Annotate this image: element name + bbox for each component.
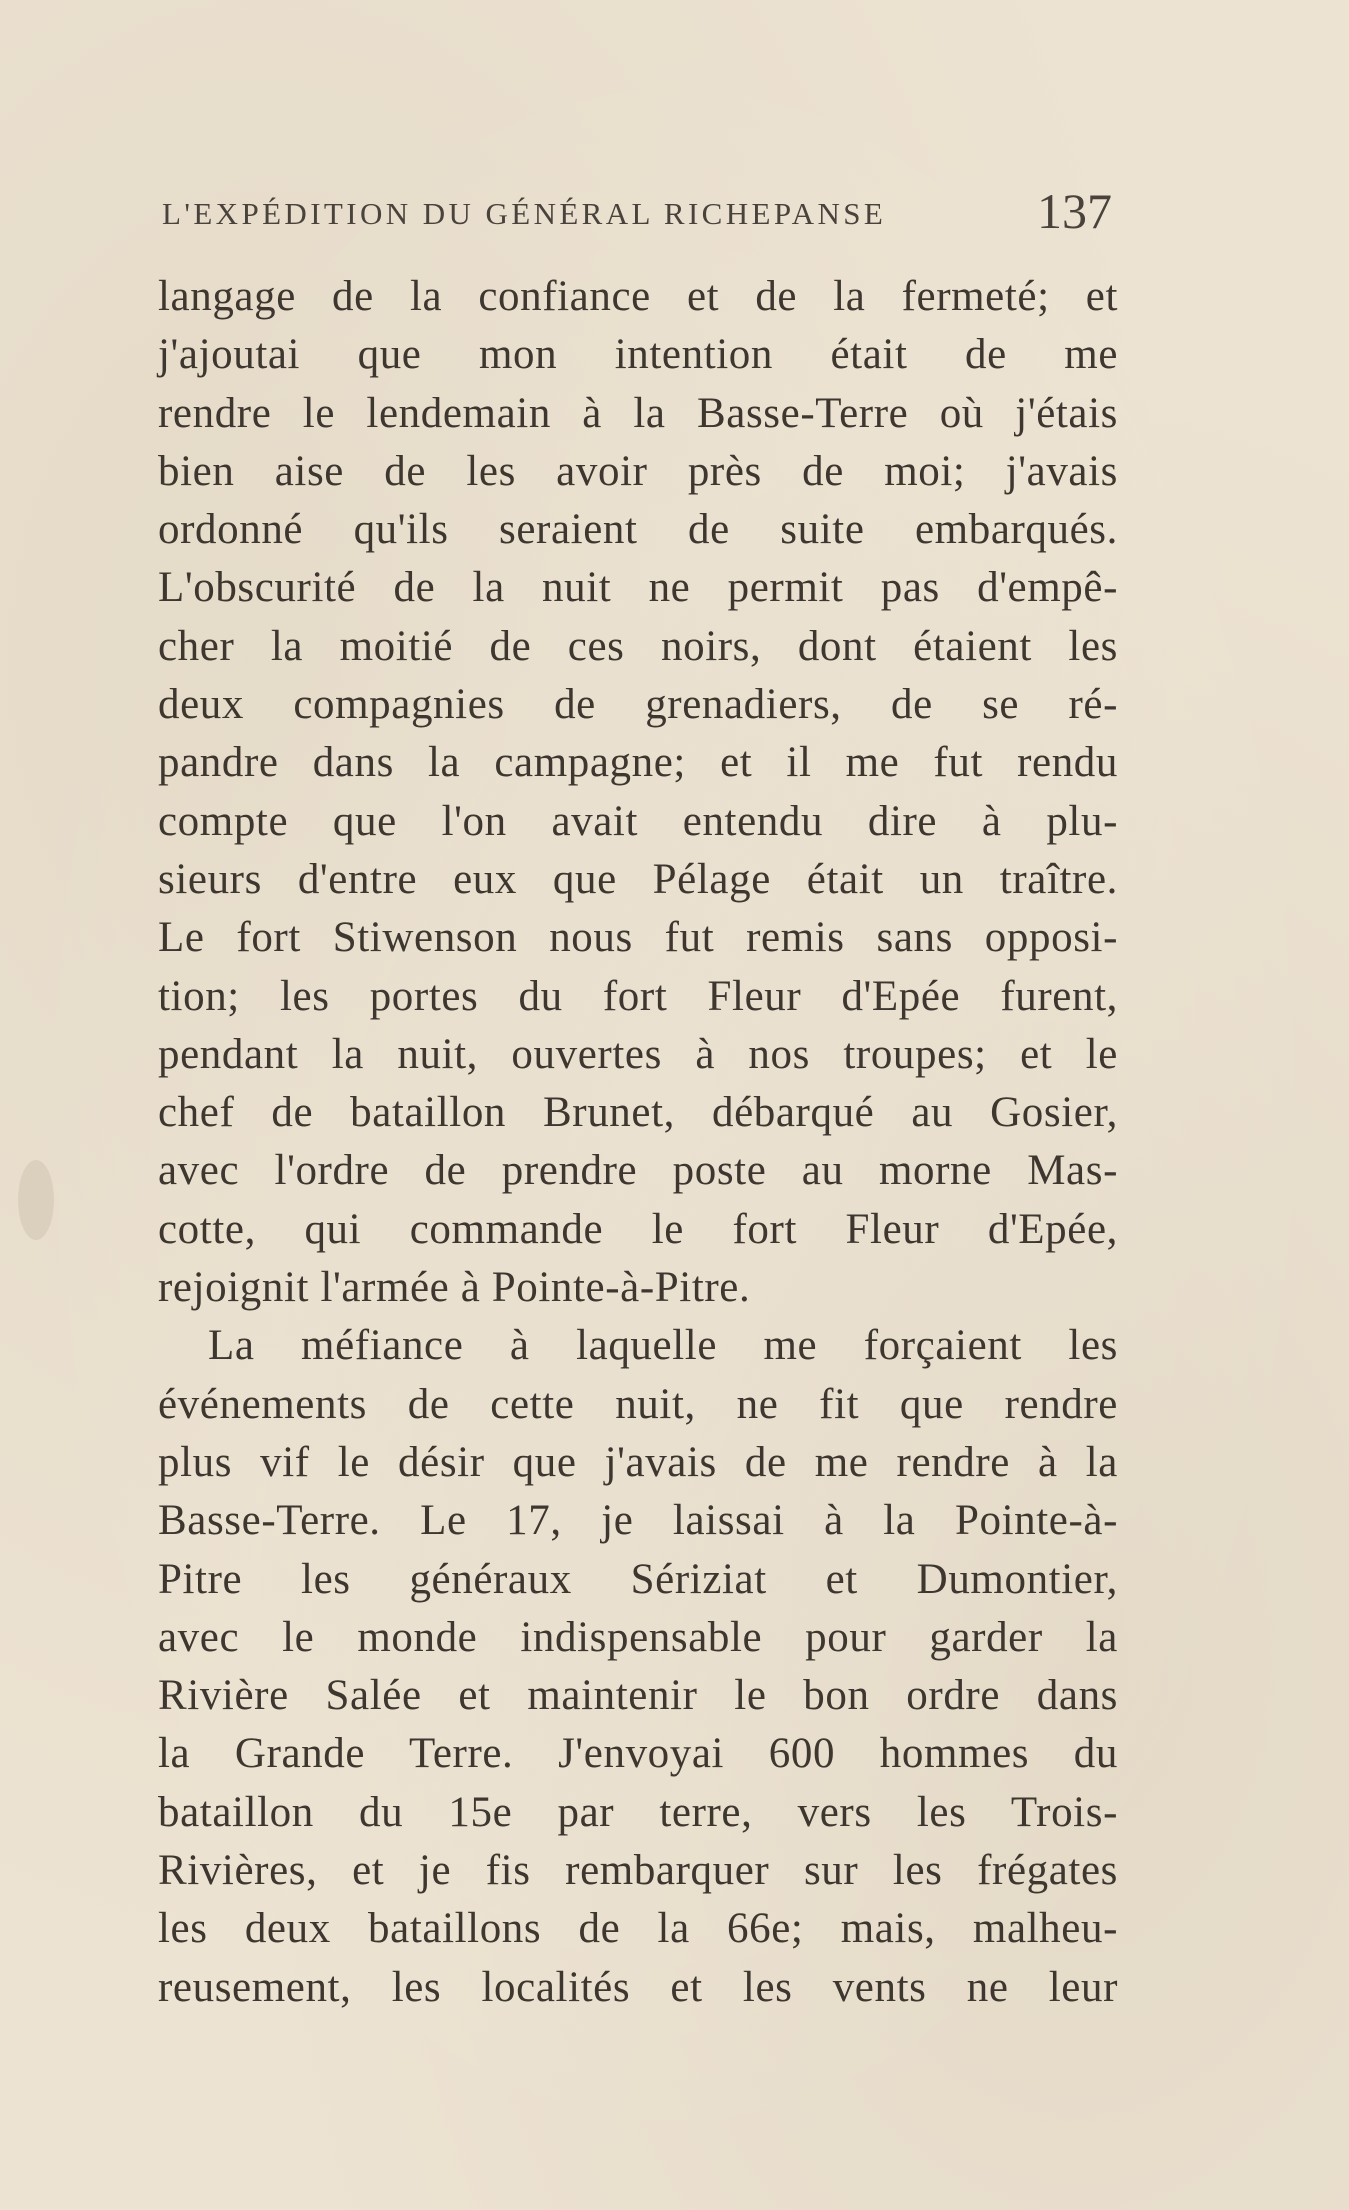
page-number: 137 [1037, 183, 1112, 239]
text-line: Rivières, et je fis rembarquer sur les frégates [158, 1847, 1118, 1895]
text-line: plus vif le désir que j'avais de me rendre à la [158, 1438, 1118, 1486]
text-line: la Grande Terre. J'envoyai 600 hommes du [158, 1730, 1118, 1778]
text-line: j'ajoutai que mon intention était de me [158, 331, 1118, 379]
running-head [162, 182, 1112, 242]
text-line: cotte, qui commande le fort Fleur d'Epée, [158, 1205, 1118, 1253]
text-line: pandre dans la campagne; et il me fut rendu [158, 739, 1118, 787]
text-line: Basse-Terre. Le 17, je laissai à la Pointe-à- [158, 1497, 1118, 1545]
text-line: Pitre les généraux Sériziat et Dumontier, [158, 1555, 1118, 1603]
text-line: Rivière Salée et maintenir le bon ordre dans [158, 1672, 1118, 1720]
text-line: La méfiance à laquelle me forçaient les [208, 1322, 1118, 1370]
text-line: Le fort Stiwenson nous fut remis sans opposi- [158, 914, 1118, 962]
text-line: bien aise de les avoir près de moi; j'avais [158, 447, 1118, 495]
text-line: cher la moitié de ces noirs, dont étaient les [158, 622, 1118, 670]
text-line: avec l'ordre de prendre poste au morne Mas- [158, 1147, 1118, 1195]
text-line: les deux bataillons de la 66e; mais, malheu- [158, 1905, 1118, 1953]
text-line: langage de la confiance et de la fermeté; et [158, 273, 1118, 320]
text-line: reusement, les localités et les vents ne leur [158, 1963, 1118, 2011]
text-line: rendre le lendemain à la Basse-Terre où j'étais [158, 389, 1118, 437]
text-line: compte que l'on avait entendu dire à plu- [158, 797, 1118, 845]
text-line: L'obscurité de la nuit ne permit pas d'empê- [158, 564, 1118, 612]
text-line: deux compagnies de grenadiers, de se ré- [158, 681, 1118, 729]
text-line: sieurs d'entre eux que Pélage était un traître. [158, 855, 1118, 903]
text-line: avec le monde indispensable pour garder la [158, 1613, 1118, 1661]
text-line: ordonné qu'ils seraient de suite embarqués. [158, 506, 1118, 554]
body-text [158, 268, 1118, 2017]
text-line: bataillon du 15e par terre, vers les Trois- [158, 1788, 1118, 1836]
text-line: tion; les portes du fort Fleur d'Epée furent, [158, 972, 1118, 1020]
text-line: événements de cette nuit, ne fit que rendre [158, 1380, 1118, 1428]
paper-stain [18, 1160, 54, 1240]
text-line: chef de bataillon Brunet, débarqué au Gosier, [158, 1089, 1118, 1137]
text-line: rejoignit l'armée à Pointe-à-Pitre. [158, 1264, 751, 1312]
running-title: L'EXPÉDITION DU GÉNÉRAL RICHEPANSE [162, 196, 887, 231]
text-line: pendant la nuit, ouvertes à nos troupes; et le [158, 1030, 1118, 1078]
